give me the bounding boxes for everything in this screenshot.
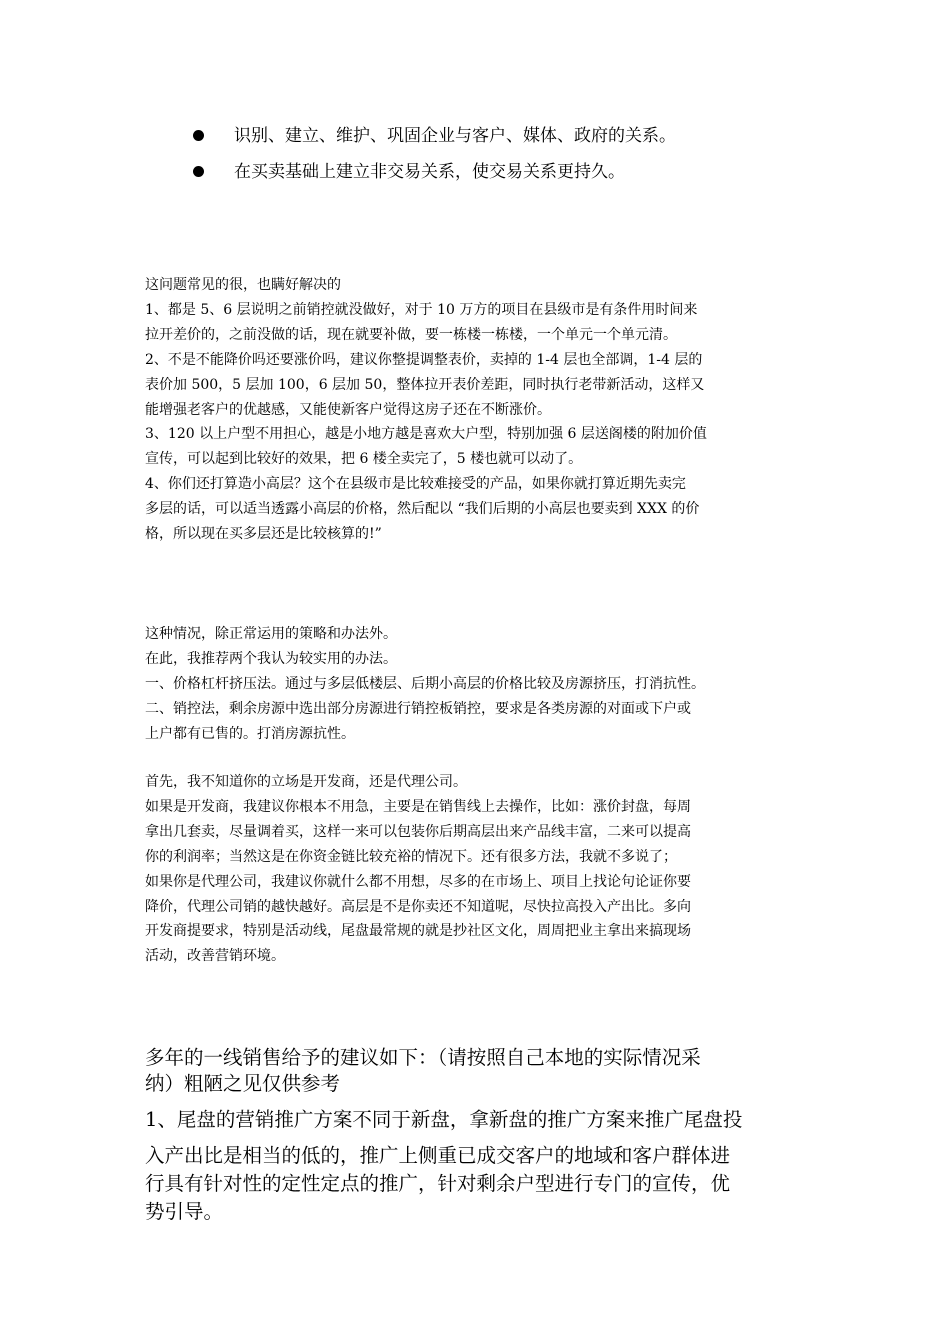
bullet-dot-icon (193, 130, 204, 141)
paragraph: 1、都是 5、6 层说明之前销控就没做好，对于 10 万方的项目在县级市是有条件用时间来 拉开差价的，之前没做的话，现在就要补做，要一栋楼一栋楼，一个单元一个单元清。 (145, 301, 698, 343)
paragraph: 2、不是不能降价吗还要涨价吗，建议你整提调整表价，卖掉的 1-4 层也全部调，1-4 层的 表价加 500，5 层加 100，6 层加 50，整体拉开表价差距，同时执行老带新活动，这样又 能增强老客户的优越感，又能使新客户觉得这房子还在不断涨价。 (145, 351, 705, 418)
paragraph: 如果是开发商，我建议你根本不用急，主要是在销售线上去操作，比如：涨价封盘，每周 拿出几套卖，尽量调着买，这样一来可以包装你后期高层出来产品线丰富，二来可以提高 你的利润率；当然这是在你资金链比较充裕的情况下。还有很多方法，我就不多说了； (145, 798, 691, 865)
bullet-text: 在买卖基础上建立非交易关系，使交易关系更持久。 (234, 162, 625, 182)
advice-heading: 多年的一线销售给予的建议如下：（请按照自己本地的实际情况采 纳）粗陋之见仅供参考 (145, 1046, 701, 1095)
answer-section-2 (145, 622, 825, 747)
bullet-item (193, 162, 913, 182)
advice-point-1-continued: 入产出比是相当的低的，推广上侧重已成交客户的地域和客户群体进 行具有针对性的定性定点的推广，针对剩余户型进行专门的宣传，优 势引导。 (145, 1144, 731, 1223)
bullet-text: 识别、建立、维护、巩固企业与客户、媒体、政府的关系。 (234, 126, 676, 146)
bullet-item (193, 126, 913, 146)
advice-point-1: 1、尾盘的营销推广方案不同于新盘，拿新盘的推广方案来推广尾盘投 (145, 1108, 743, 1131)
bullet-list (193, 126, 913, 198)
bullet-dot-icon (193, 166, 204, 177)
paragraph: 二、销控法，剩余房源中选出部分房源进行销控板销控，要求是各类房源的对面或下户或 上户都有已售的。打消房源抗性。 (145, 700, 691, 742)
paragraph: 在此，我推荐两个我认为较实用的办法。 (145, 650, 397, 667)
paragraph: 4、你们还打算造小高层？这个在县级市是比较难接受的产品，如果你就打算近期先卖完 多层的话，可以适当透露小高层的价格，然后配以 “我们后期的小高层也要卖到 XXX 的价 格，所以现在买多层还是比较核算的!” (145, 476, 700, 543)
paragraph: 这问题常见的很，也瞒好解决的 (145, 277, 341, 293)
paragraph: 如果你是代理公司，我建议你就什么都不用想，尽多的在市场上、项目上找论句论证你要 降价，代理公司销的越快越好。高层是不是你卖还不知道呢，尽快拉高投入产出比。多向 开发商提要求，特别是活动线，尾盘最常规的就是抄社区文化，周周把业主拿出来搞现场 活动，改善营销环境。 (145, 873, 691, 965)
answer-section-3 (145, 770, 817, 969)
paragraph: 一、价格杠杆挤压法。通过与多层低楼层、后期小高层的价格比较及房源挤压，打消抗性。 (145, 675, 705, 692)
paragraph: 这种情况，除正常运用的策略和办法外。 (145, 626, 397, 642)
paragraph: 首先，我不知道你的立场是开发商，还是代理公司。 (145, 774, 467, 790)
paragraph: 3、120 以上户型不用担心，越是小地方越是喜欢大户型，特别加强 6 层送阁楼的附加价值 宣传，可以起到比较好的效果，把 6 楼全卖完了，5 楼也就可以动了。 (145, 426, 707, 468)
answer-section-1 (145, 273, 817, 547)
